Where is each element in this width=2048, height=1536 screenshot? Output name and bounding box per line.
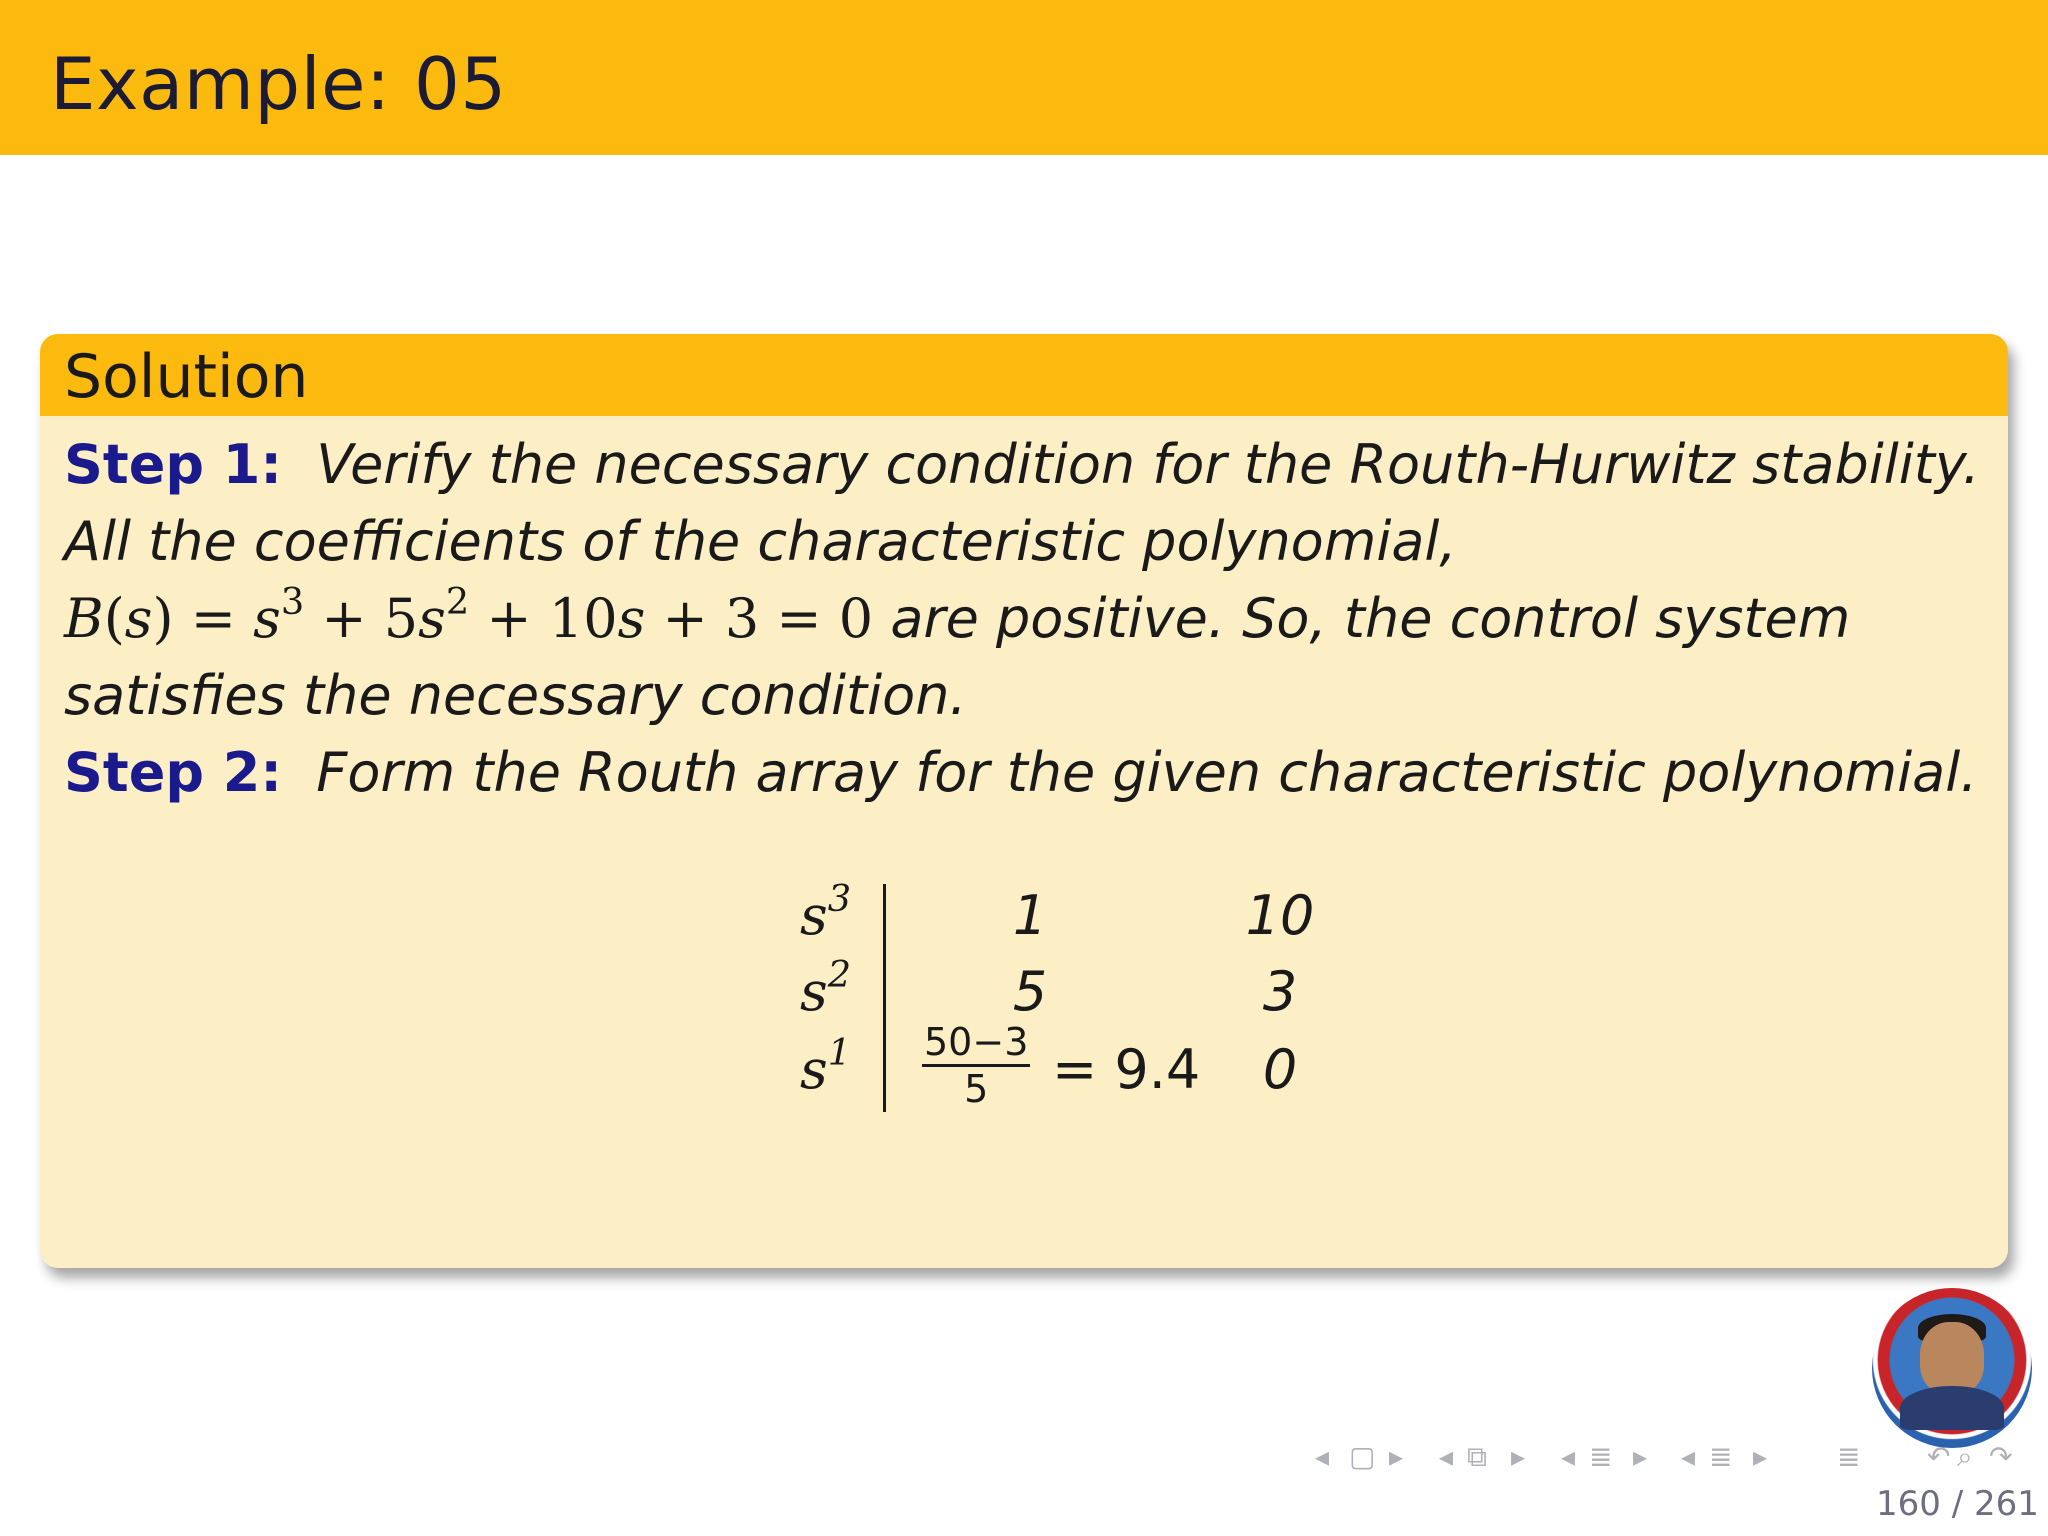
nav-toc-icon[interactable]: ≣ [1837,1440,1861,1473]
nav-prev-subsection-icon[interactable]: ◂ [1439,1440,1454,1473]
fraction-denominator: 5 [964,1067,989,1111]
routh-cell: 10 [1245,884,1315,947]
step1-label: Step 1: [64,433,282,496]
step2-label: Step 2: [64,741,282,804]
presenter-avatar [1872,1288,2032,1448]
nav-prev-frame-icon[interactable]: ◂ [1315,1440,1330,1473]
routh-fraction [922,1020,1030,1111]
nav-subsection-icon[interactable]: ⧉ [1467,1440,1487,1473]
step1-line [64,426,1984,503]
nav-prev-part-icon[interactable]: ◂ [1681,1440,1696,1473]
polynomial-equation: $B(s) = s^3 + 5s^2 + 10s + 3 = 0$ [64,580,874,650]
nav-next-subsection-icon[interactable]: ▸ [1511,1440,1526,1473]
condition-line: satisfies the necessary condition. [64,664,967,727]
avatar-face [1920,1322,1984,1394]
block-body [64,426,1984,811]
nav-next-part-icon[interactable]: ▸ [1753,1440,1768,1473]
step2-text: Form the Routh array for the given characteristic polynomial. [316,741,1978,804]
nav-search-icon[interactable]: ⌕ [1957,1440,1973,1473]
solution-block [40,334,2008,1268]
routh-cell-value: = 9.4 [1052,1038,1201,1101]
block-header [40,334,2008,416]
nav-next-frame-icon[interactable]: ▸ [1389,1440,1404,1473]
routh-cell: 3 [1262,960,1298,1023]
beamer-navigation [1315,1440,2025,1480]
nav-back-icon[interactable]: ↶ [1927,1440,1951,1473]
routh-row-label: $s^3$ [800,877,852,947]
nav-frame-icon[interactable]: ▢ [1349,1440,1376,1473]
routh-row-label: $s^1$ [800,1031,852,1101]
step1-text: Verify the necessary condition for the Routh-Hurwitz stability. [316,433,1980,496]
fraction-numerator: 50−3 [922,1020,1030,1067]
routh-cell: 1 [1012,884,1048,947]
nav-prev-section-icon[interactable]: ◂ [1561,1440,1576,1473]
nav-section-icon[interactable]: ≣ [1589,1440,1613,1473]
routh-row-label: $s^2$ [800,953,852,1023]
page-number: 160 / 261 [1876,1484,2039,1524]
nav-forward-icon[interactable]: ↷ [1989,1440,2013,1473]
coefficients-line: All the coefficients of the characteristic polynomial, [64,510,1457,573]
routh-cell: 0 [1262,1038,1298,1101]
polynomial-line [64,580,1984,657]
polynomial-text: are positive. So, the control system [890,587,1851,650]
step2-line [64,734,1984,811]
nav-next-section-icon[interactable]: ▸ [1633,1440,1648,1473]
frame-header [0,0,2048,155]
block-title: Solution [64,342,309,412]
routh-cell: 5 [1012,960,1048,1023]
nav-part-icon[interactable]: ≣ [1709,1440,1733,1473]
routh-divider [883,884,886,1112]
routh-array [780,874,1380,1134]
avatar-body [1900,1386,2004,1430]
frame-title: Example: 05 [50,42,507,126]
